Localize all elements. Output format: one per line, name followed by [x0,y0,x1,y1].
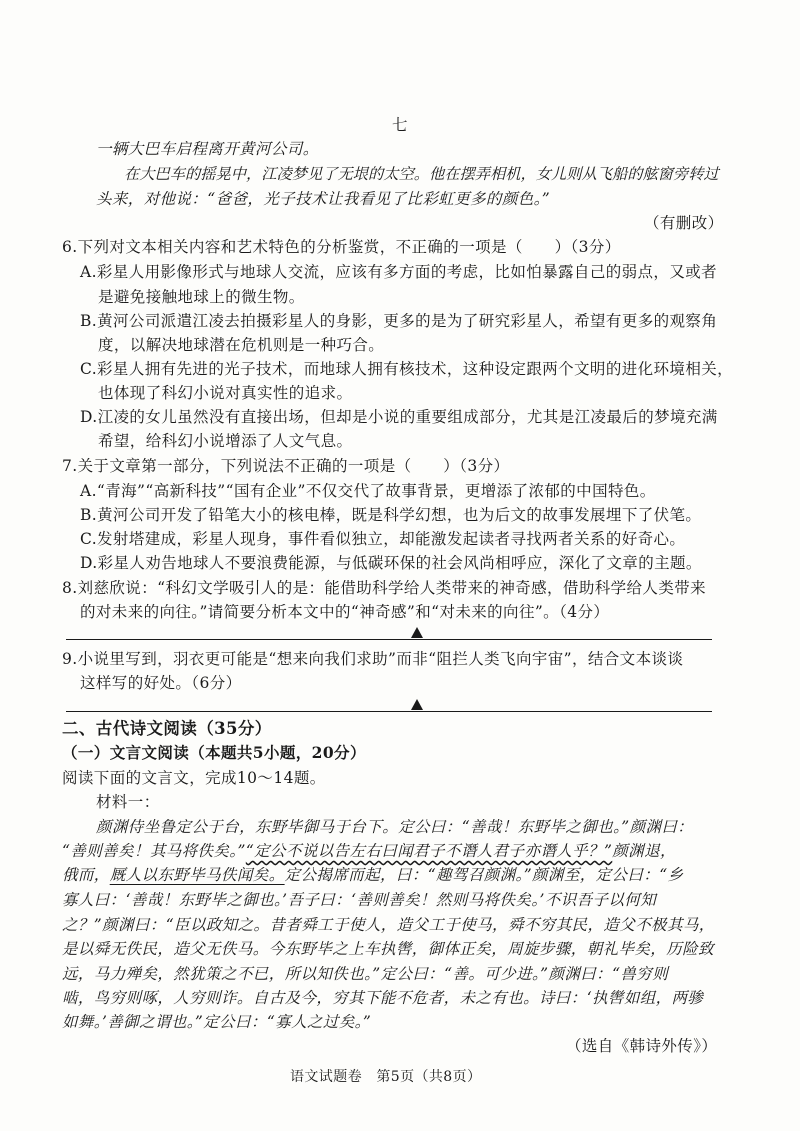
source-citation: （选自《韩诗外传》） [566,1037,718,1055]
classical-text-line: 之？”颜渊曰：“臣以政知之。昔者舜工于使人，造父工于使马，舜不穷其民，造父不极其马， [62,916,715,934]
classical-text-line: 颜渊侍坐鲁定公于台，东野毕御马于台下。定公曰：“善哉！东野毕之御也。”颜渊曰： [96,818,694,836]
page-footer: 语文试题卷 第5页（共8页） [290,1069,482,1085]
classical-text-line: 如舞。’善御之谓也。”定公曰：“寡人之过矣。” [62,1013,372,1031]
classical-text-segment: 颜渊退， [612,842,676,860]
story-line: 一辆大巴车启程离开黄河公司。 [96,140,319,158]
material-label: 材料一： [96,793,160,811]
classical-text-line: 啮，鸟穷则啄，人穷则诈。自古及今，穷其下能不危者，未之有也。诗曰：‘执辔如组，两骖 [62,989,704,1007]
abridged-note: （有删改） [644,214,724,232]
answer-marker-icon [411,627,423,638]
classical-text-segment: 曰：“趣驾召颜渊。”颜渊至，定公曰：“乡 [395,866,684,884]
question-8-stem: 的对未来的向往。”请简要分析本文中的“神奇感”和“对未来的向往”。（4分） [80,603,610,621]
q6-option-d: 希望，给科幻小说增添了人文气息。 [98,432,353,450]
answer-marker-icon [411,699,423,710]
section-marker: 七 [392,116,408,134]
classical-text-segment: 定公揭席而起， [284,866,396,884]
wavy-underlined-sentence: “定公不说以告左右曰闻君子不谮人君子亦谮人乎？” [245,842,613,860]
q6-option-a: 是避免接触地球上的微生物。 [98,288,305,306]
q6-option-d: D.江凌的女儿虽然没有直接出场，但却是小说的重要组成部分，尤其是江凌最后的梦境充满 [80,408,718,426]
q6-option-a: A.彩星人用影像形式与地球人交流，应该有多方面的考虑，比如怕暴露自己的弱点，又或者 [80,263,718,281]
answer-line[interactable] [66,711,712,712]
classical-text-segment: “善则善矣！其马将佚矣。” [62,842,246,860]
story-line: 在大巴车的摇晃中，江凌梦见了无垠的太空。他在摆弄相机，女儿则从飞船的舷窗旁转过 [124,165,719,183]
question-6-stem: 6.下列对文本相关内容和艺术特色的分析鉴赏，不正确的一项是（ ）（3分） [62,238,621,256]
q7-option-c: C.发射塔建成，彩星人现身，事件看似独立，却能激发起读者寻找两者关系的好奇心。 [80,530,686,548]
classical-text-segment: 俄而， [62,866,110,884]
classical-text-line: 是以舜无佚民，造父无佚马。今东野毕之上车执辔，御体正矣，周旋步骤，朝礼毕矣，历险致 [62,940,714,958]
question-7-stem: 7.关于文章第一部分，下列说法不正确的一项是（ ）（3分） [62,457,510,475]
answer-line[interactable] [66,639,712,640]
question-9-stem: 这样写的好处。（6分） [80,674,242,692]
classical-text-line [62,864,683,886]
underlined-sentence: 厩人以东野毕马佚闻矣。 [109,866,285,884]
q6-option-c: 也体现了科幻小说对真实性的追求。 [98,384,353,402]
instruction-text: 阅读下面的文言文，完成10～14题。 [62,769,326,787]
question-8-stem: 8.刘慈欣说：“科幻文学吸引人的是：能借助科学给人类带来的神奇感，借助科学给人类带来 [62,579,707,597]
classical-text-line [62,840,676,862]
classical-text-line: 寡人曰：‘善哉！东野毕之御也。’吾子曰：‘善则善矣！然则马将佚矣。’不识吾子以何知 [62,891,657,909]
question-9-stem: 9.小说里写到，羽衣更可能是“想来向我们求助”而非“阻拦人类飞向宇宙”，结合文本谈谈 [62,650,684,668]
q6-option-b: B.黄河公司派遣江凌去拍摄彩星人的身影，更多的是为了研究彩星人，希望有更多的观察角 [80,312,718,330]
story-line: 头来，对他说：“爸爸，光子技术让我看见了比彩虹更多的颜色。” [96,190,551,208]
q6-option-c: C.彩星人拥有先进的光子技术，而地球人拥有核技术，这种设定跟两个文明的进化环境相关， [80,360,734,378]
q6-option-b: 度，以解决地球潜在危机则是一种巧合。 [98,336,385,354]
q7-option-a: A.“青海”“高新科技”“国有企业”不仅交代了故事背景，更增添了浓郁的中国特色。 [80,482,656,500]
part-2-heading: 二、古代诗文阅读（35分） [62,719,272,738]
subsection-heading: （一）文言文阅读（本题共5小题，20分） [62,743,366,762]
q7-option-b: B.黄河公司开发了铅笔大小的核电棒，既是科学幻想，也为后文的故事发展埋下了伏笔。 [80,506,702,524]
q7-option-d: D.彩星人劝告地球人不要浪费能源，与低碳环保的社会风尚相呼应，深化了文章的主题。 [80,554,702,572]
classical-text-line: 远，马力殚矣，然犹策之不已，所以知佚也。”定公曰：“善。可少进。”颜渊曰：“兽穷则 [62,965,669,983]
